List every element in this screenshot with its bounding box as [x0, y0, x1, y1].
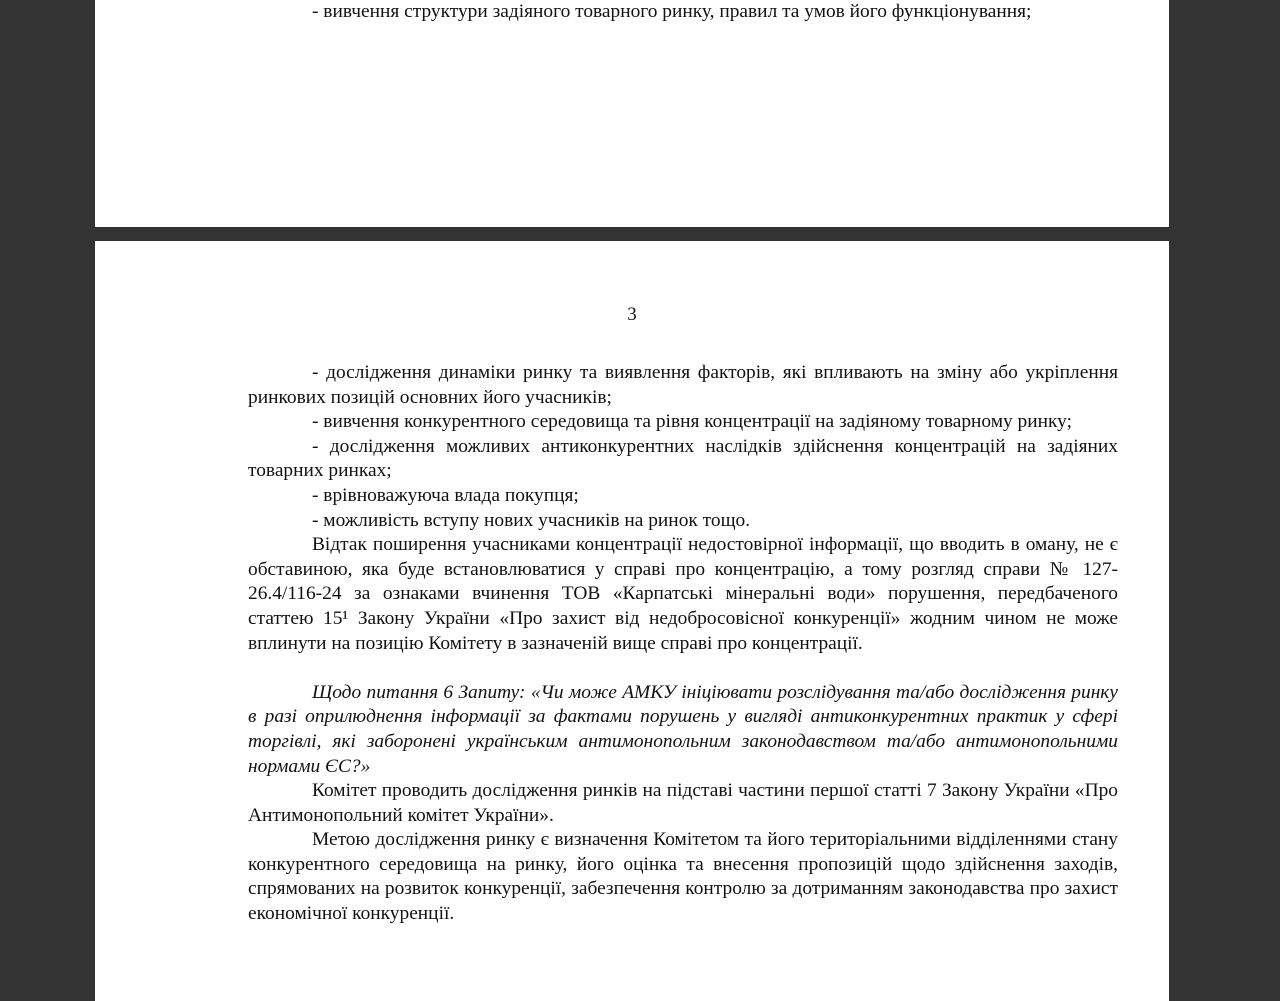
answer-paragraph: Комітет проводить дослідження ринків на підставі частини першої статті 7 Закону України «Про Антимонопольний комітет України».	[248, 780, 1118, 826]
list-item-paragraph: - дослідження динаміки ринку та виявлення факторів, які впливають на зміну або укріплення ринкових позицій основних його учасників;	[248, 362, 1118, 408]
list-item-paragraph: - можливість вступу нових учасників на ринок тощо.	[312, 509, 751, 531]
list-item-paragraph: - вивчення структури задіяного товарного ринку, правил та умов його функціонування;	[312, 1, 1032, 22]
document-page-2	[95, 0, 1169, 227]
page-body	[248, 361, 1118, 927]
body-paragraph: Відтак поширення учасниками концентрації недостовірної інформації, що вводить в оману, не є обставиною, яка буде встановлюватися у справі про концентрацію, а тому розгляд справи № 127-26.4/116-24 за ознаками вчинення ТОВ «Карпатські мінеральні води» порушення, передбаченого статтею 15¹ Закону України «Про захист від недобросовісної конкуренції» жодним чином не може вплинути на позицію Комітету в зазначеній вище справі про концентрації.	[248, 534, 1118, 654]
list-item-paragraph: - вивчення конкурентного середовища та рівня концентрації на задіяному товарному ринку;	[312, 411, 1072, 433]
question-paragraph: Щодо питання 6 Запиту: «Чи може АМКУ ініціювати розслідування та/або дослідження ринку в разі оприлюднення інформації за фактами порушень у вигляді антиконкурентних практик у сфері торгівлі, які заборонені українським антимонопольним законодавством та/або антимонопольними нормами ЄС?»	[248, 681, 1118, 777]
answer-paragraph: Метою дослідження ринку є визначення Комітетом та його територіальними відділеннями стану конкурентного середовища на ринку, його оцінка та внесення пропозицій щодо здійснення заходів, спрямованих на розвиток конкуренції, забезпечення контролю за дотриманням законодавства про захист економічної конкуренції.	[248, 829, 1118, 925]
paragraph-gap	[248, 656, 1118, 681]
list-item-paragraph: - дослідження можливих антиконкурентних наслідків здійснення концентрацій на задіяних товарних ринках;	[248, 435, 1118, 482]
page-number: 3	[627, 304, 637, 325]
list-item-paragraph: - врівноважуюча влада покупця;	[312, 484, 579, 506]
page-body	[248, 0, 1118, 25]
document-page-3	[95, 241, 1169, 1001]
